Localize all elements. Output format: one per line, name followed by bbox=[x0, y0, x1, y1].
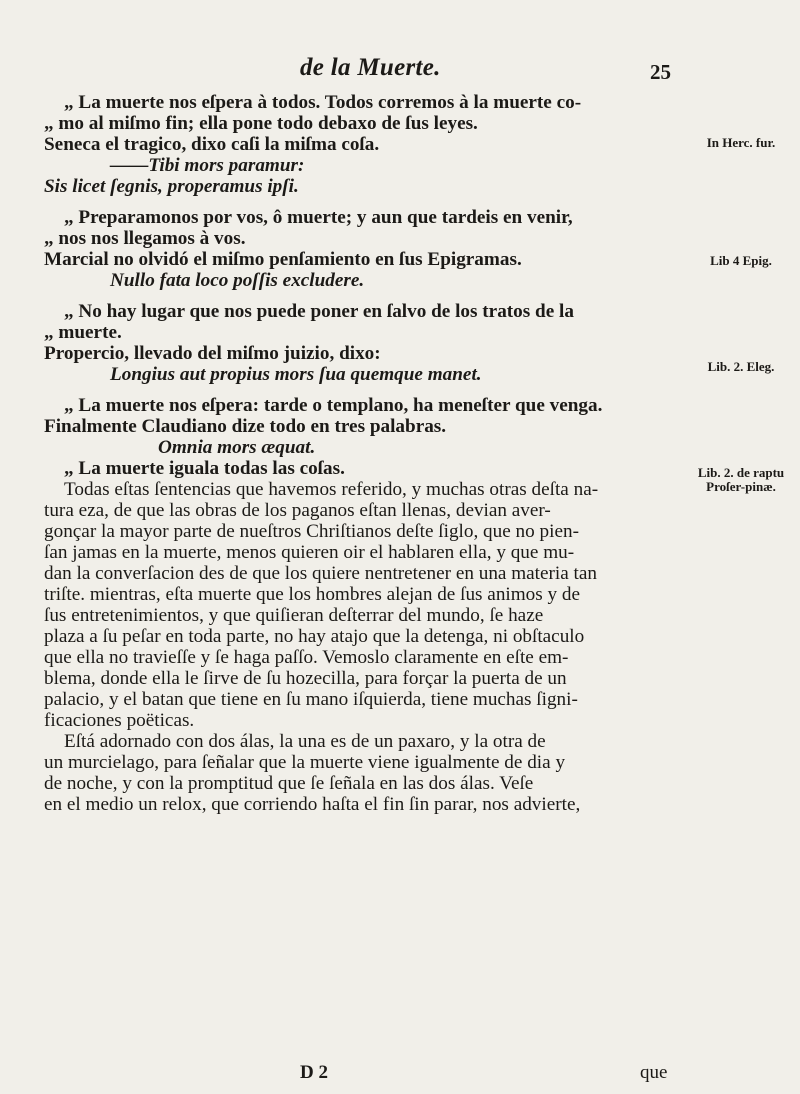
text-line: Seneca el tragico, dixo caſi la miſma coſa. bbox=[44, 134, 380, 155]
text-line: un murcielago, para ſeñalar que la muerte viene igualmente de dia y bbox=[44, 752, 566, 773]
page-number: 25 bbox=[650, 60, 671, 84]
margin-note: Lib. 2. Eleg. bbox=[707, 359, 775, 374]
catchword: que bbox=[640, 1062, 668, 1083]
verse-line: Nullo fata loco poſſis excludere. bbox=[110, 270, 365, 291]
text-line: en el medio un relox, que corriendo haſta el fin ſin parar, nos advierte, bbox=[44, 794, 581, 815]
signature-mark: D 2 bbox=[300, 1062, 328, 1083]
text-line: que ella no travieſſe y ſe haga paſſo. Vemoslo claramente en eſte em- bbox=[44, 647, 569, 668]
text-line: Marcial no olvidó el miſmo penſamiento en ſus Epigramas. bbox=[44, 249, 522, 270]
text-line: Todas eſtas ſentencias que havemos referido, y muchas otras deſta na- bbox=[64, 479, 599, 500]
text-line: „ mo al miſmo fin; ella pone todo debaxo de ſus leyes. bbox=[44, 113, 478, 134]
text-line: gonçar la mayor parte de nueſtros Chriſtianos deſte ſiglo, que no pien- bbox=[44, 521, 579, 542]
text-line: Finalmente Claudiano dize todo en tres palabras. bbox=[44, 416, 447, 437]
running-title: de la Muerte. bbox=[300, 54, 441, 81]
verse-line: ——Tibi mors paramur: bbox=[110, 155, 305, 176]
text-line: ficaciones poëticas. bbox=[44, 710, 195, 731]
text-line: „ muerte. bbox=[44, 322, 122, 343]
page-header bbox=[0, 54, 800, 84]
text-line: „ No hay lugar que nos puede poner en ſalvo de los tratos de la bbox=[64, 301, 574, 322]
text-line: plaza a ſu peſar en toda parte, no hay atajo que la detenga, ni obſtaculo bbox=[44, 626, 585, 647]
verse-line: Longius aut propius mors ſua quemque manet. bbox=[110, 364, 482, 385]
text-line: blema, donde ella le ſirve de ſu hozecilla, para forçar la puerta de un bbox=[44, 668, 567, 689]
text-line: „ La muerte nos eſpera à todos. Todos corremos à la muerte co- bbox=[64, 92, 582, 113]
verse-line: Omnia mors æquat. bbox=[158, 437, 316, 458]
verse-line: Sis licet ſegnis, properamus ipſi. bbox=[44, 176, 299, 197]
text-line: „ Preparamonos por vos, ô muerte; y aun que tardeis en venir, bbox=[64, 207, 573, 228]
body-text bbox=[40, 92, 680, 815]
text-line: „ La muerte nos eſpera: tarde o templano, ha meneſter que venga. bbox=[64, 395, 603, 416]
text-line: tura eza, de que las obras de los paganos eſtan llenas, devian aver- bbox=[44, 500, 551, 521]
text-line: de noche, y con la promptitud que ſe ſeñala en las dos álas. Veſe bbox=[44, 773, 534, 794]
text-line: palacio, y el batan que tiene en ſu mano iſquierda, tiene muchas ſigni- bbox=[44, 689, 578, 710]
text-line: Eſtá adornado con dos álas, la una es de un paxaro, y la otra de bbox=[64, 731, 546, 752]
margin-note: Lib 4 Epig. bbox=[710, 253, 772, 268]
margin-note: Lib. 2. de raptu Proſer-pinæ. bbox=[697, 465, 785, 494]
margin-note: In Herc. fur. bbox=[706, 135, 776, 150]
text-line: „ La muerte iguala todas las coſas. bbox=[64, 458, 345, 479]
text-line: „ nos nos llegamos à vos. bbox=[44, 228, 246, 249]
text-line: Propercio, llevado del miſmo juizio, dixo: bbox=[44, 343, 381, 364]
text-line: ſan jamas en la muerte, menos quieren oir el hablaren ella, y que mu- bbox=[44, 542, 575, 563]
text-line: dan la converſacion des de que los quiere nentretener en una materia tan bbox=[44, 563, 597, 584]
text-line: triſte. mientras, eſta muerte que los hombres alejan de ſus animos y de bbox=[44, 584, 581, 605]
text-line: ſus entretenimientos, y que quiſieran deſterrar del mundo, ſe haze bbox=[44, 605, 544, 626]
